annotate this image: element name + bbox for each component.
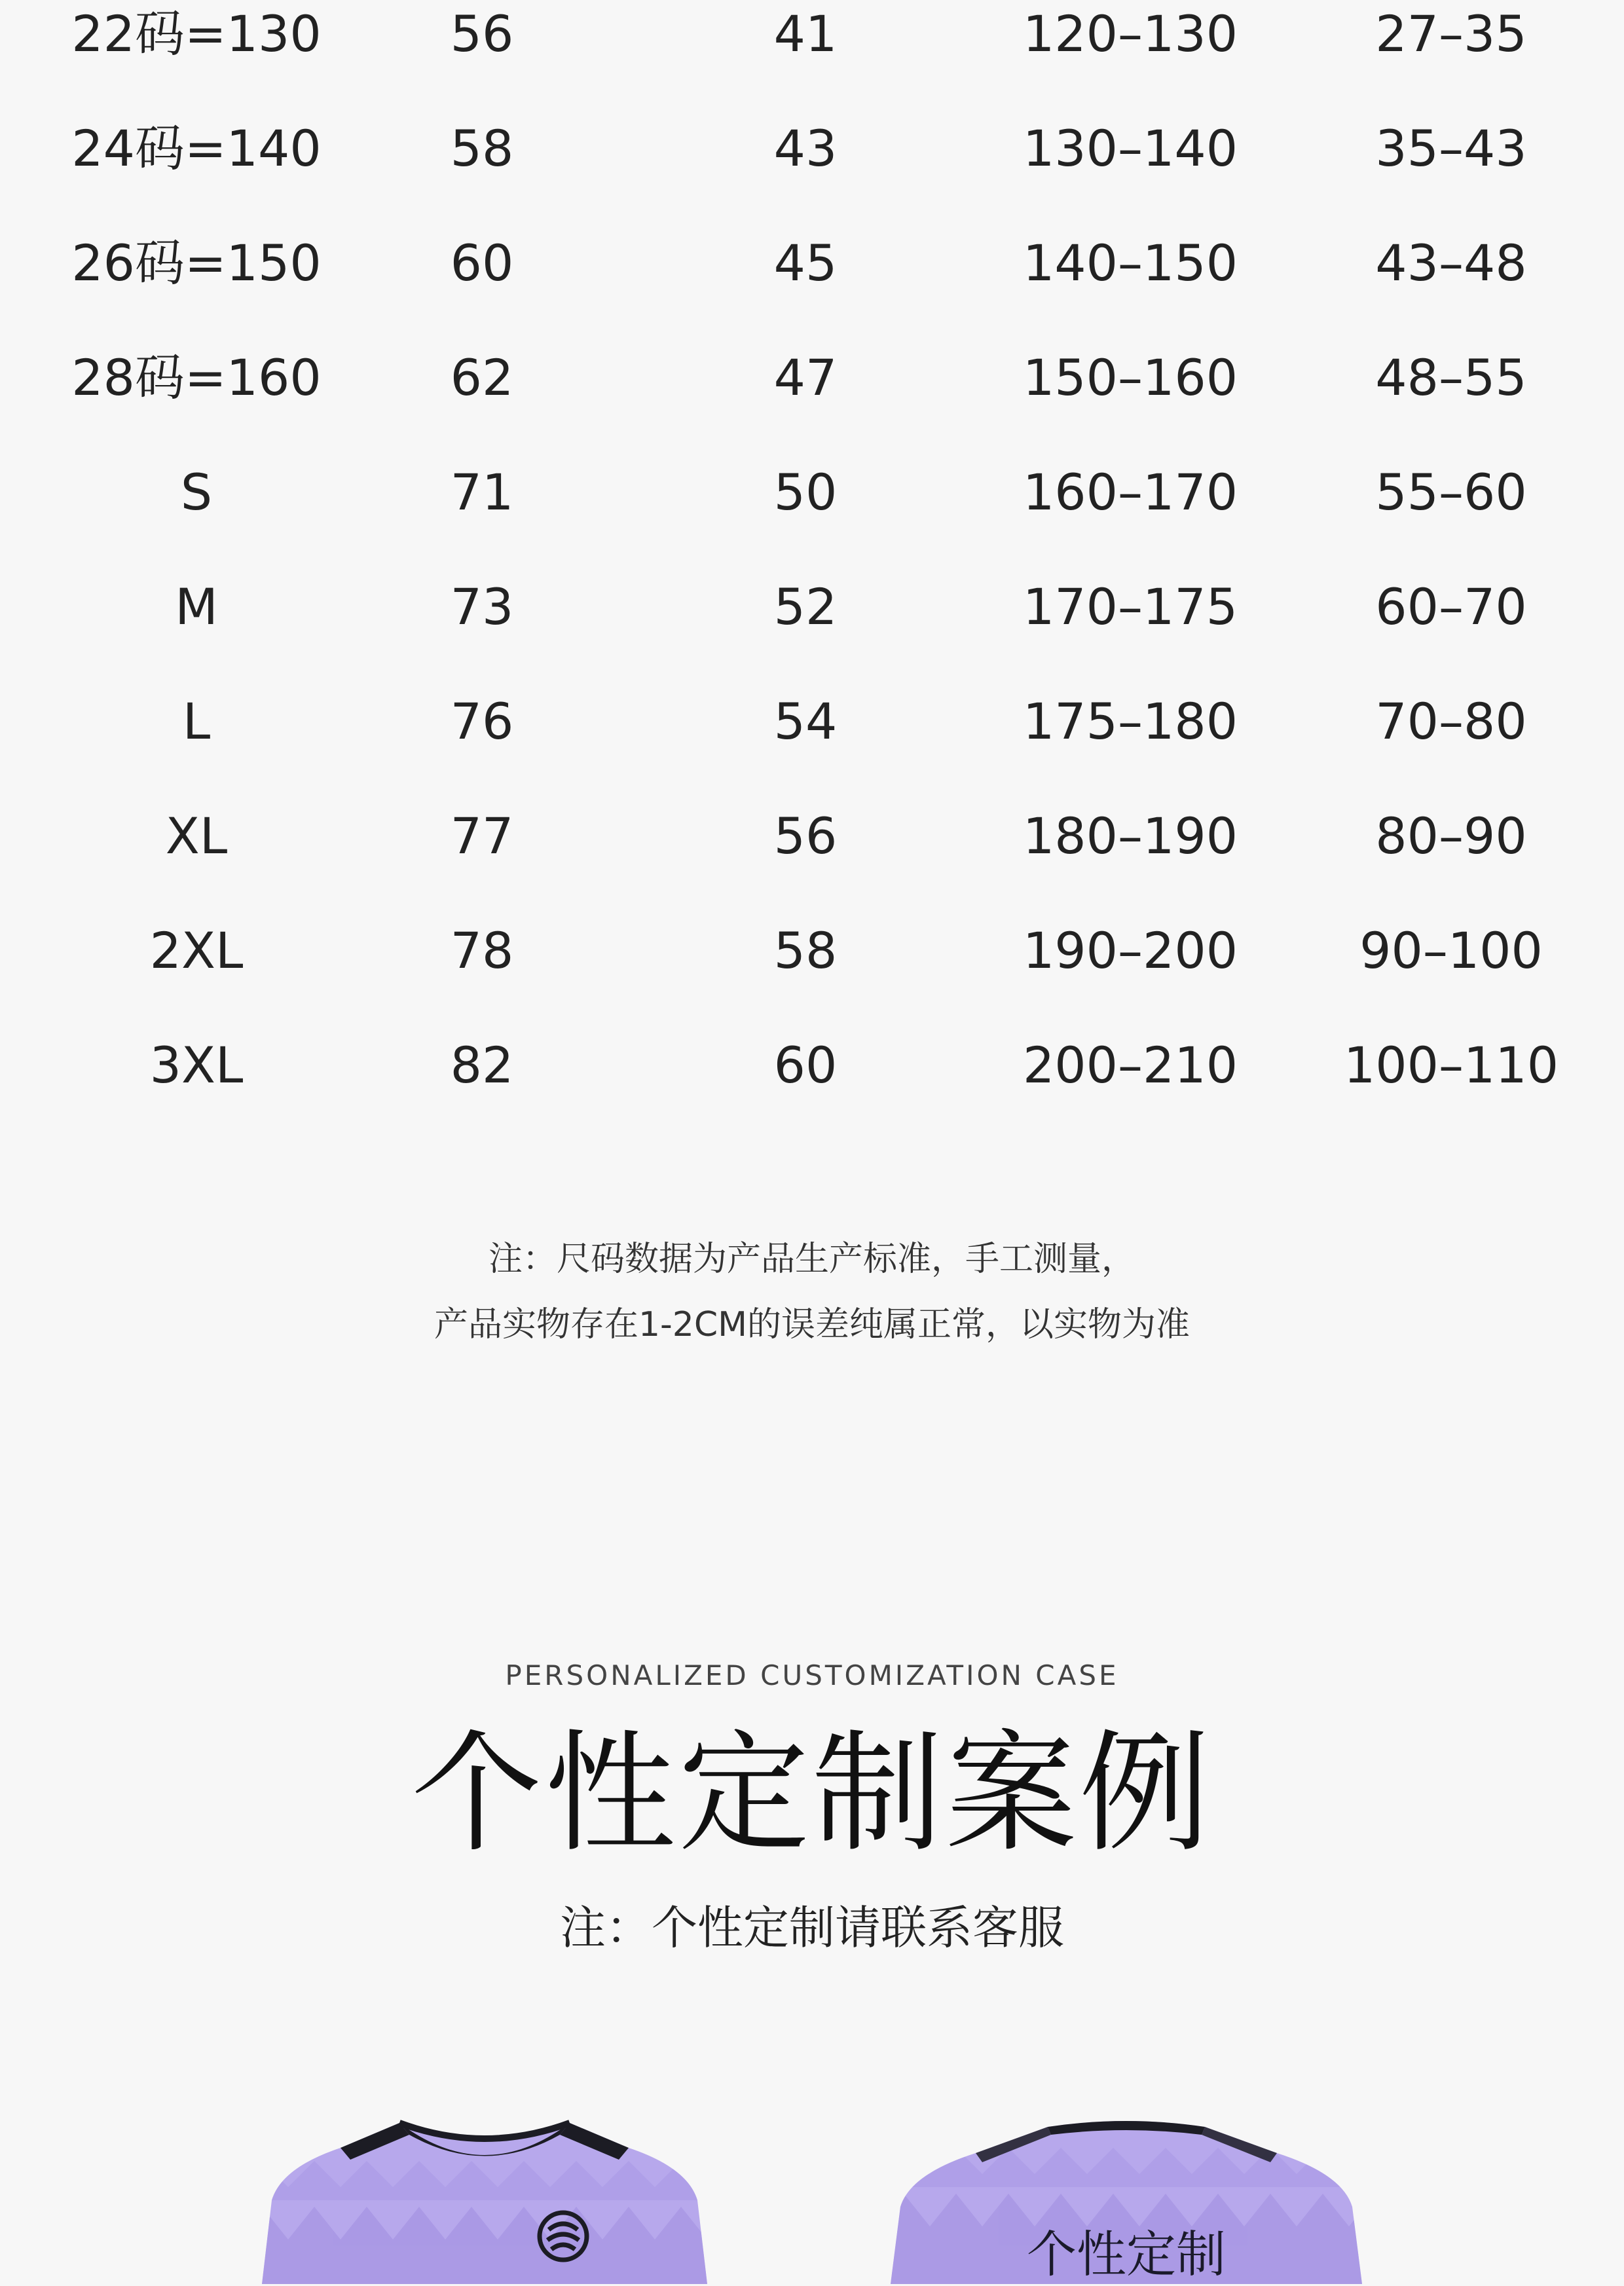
size-value-cell: 71 — [450, 463, 514, 521]
size-value-cell: 120–130 — [1022, 5, 1238, 63]
size-note-line-2: 产品实物存在1-2CM的误差纯属正常，以实物为准 — [434, 1305, 1190, 1344]
size-value-cell: 130–140 — [1022, 119, 1238, 177]
size-label-cell: 3XL — [149, 1036, 244, 1094]
size-label-cell: 24码=140 — [71, 119, 322, 177]
size-label-cell: 22码=130 — [71, 5, 322, 63]
size-value-cell: 150–160 — [1022, 348, 1238, 407]
jersey-front-image — [236, 2109, 733, 2284]
size-label-cell: 28码=160 — [71, 348, 322, 407]
size-value-cell: 45 — [773, 234, 838, 292]
size-row — [0, 1026, 1624, 1105]
size-value-cell: 41 — [773, 5, 838, 63]
size-value-cell: 62 — [450, 348, 514, 407]
size-label-cell: XL — [165, 807, 228, 865]
size-value-cell: 52 — [773, 578, 838, 636]
size-row — [0, 0, 1624, 73]
size-value-cell: 190–200 — [1022, 921, 1238, 980]
size-value-cell: 78 — [450, 921, 514, 980]
size-value-cell: 43 — [773, 119, 838, 177]
size-row — [0, 682, 1624, 761]
size-value-cell: 56 — [450, 5, 514, 63]
size-label-cell: 2XL — [149, 921, 244, 980]
size-row — [0, 339, 1624, 417]
size-value-cell: 180–190 — [1022, 807, 1238, 865]
size-value-cell: 90–100 — [1359, 921, 1543, 980]
size-value-cell: 160–170 — [1022, 463, 1238, 521]
size-value-cell: 48–55 — [1375, 348, 1527, 407]
size-value-cell: 50 — [773, 463, 838, 521]
size-row — [0, 912, 1624, 990]
size-value-cell: 60 — [450, 234, 514, 292]
size-value-cell: 100–110 — [1343, 1036, 1559, 1094]
size-value-cell: 175–180 — [1022, 692, 1238, 750]
customization-title: 个性定制案例 — [411, 1718, 1213, 1870]
size-value-cell: 200–210 — [1022, 1036, 1238, 1094]
size-value-cell: 73 — [450, 578, 514, 636]
size-row — [0, 453, 1624, 532]
size-value-cell: 58 — [450, 119, 514, 177]
size-value-cell: 43–48 — [1375, 234, 1527, 292]
size-row — [0, 568, 1624, 646]
size-note-line-1: 注：尺码数据为产品生产标准，手工测量， — [488, 1240, 1135, 1279]
size-value-cell: 55–60 — [1375, 463, 1527, 521]
size-label-cell: M — [175, 578, 218, 636]
jersey-back-print-text: 个性定制 — [1027, 2225, 1226, 2283]
size-value-cell: 60 — [773, 1036, 838, 1094]
size-value-cell: 140–150 — [1022, 234, 1238, 292]
size-value-cell: 76 — [450, 692, 514, 750]
size-value-cell: 77 — [450, 807, 514, 865]
size-value-cell: 54 — [773, 692, 838, 750]
size-value-cell: 56 — [773, 807, 838, 865]
size-label-cell: S — [180, 463, 213, 521]
size-value-cell: 35–43 — [1375, 119, 1527, 177]
size-value-cell: 70–80 — [1375, 692, 1527, 750]
size-value-cell: 80–90 — [1375, 807, 1527, 865]
size-value-cell: 170–175 — [1022, 578, 1238, 636]
size-value-cell: 27–35 — [1375, 5, 1527, 63]
size-value-cell: 47 — [773, 348, 838, 407]
size-value-cell: 60–70 — [1375, 578, 1527, 636]
customization-subtitle-en: PERSONALIZED CUSTOMIZATION CASE — [505, 1659, 1119, 1691]
size-row — [0, 224, 1624, 303]
size-label-cell: L — [182, 692, 211, 750]
size-value-cell: 58 — [773, 921, 838, 980]
size-label-cell: 26码=150 — [71, 234, 322, 292]
customization-note: 注：个性定制请联系客服 — [560, 1901, 1064, 1955]
size-row — [0, 797, 1624, 876]
size-value-cell: 82 — [450, 1036, 514, 1094]
size-row — [0, 109, 1624, 188]
